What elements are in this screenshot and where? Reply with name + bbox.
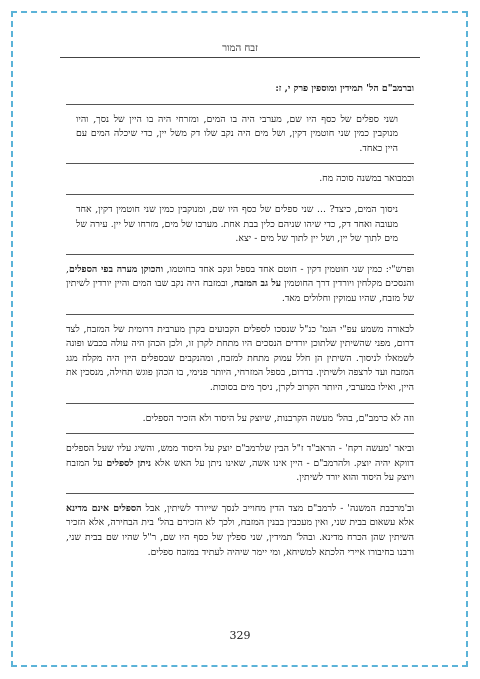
running-header: זבח המור [222, 43, 258, 54]
bold-phrase: הספלים אינם מדינא [66, 502, 142, 514]
divider [66, 163, 414, 164]
divider [66, 314, 414, 315]
main-text [66, 82, 414, 567]
bold-phrase: ניתן לספלים [106, 457, 152, 469]
paragraph-mirkeves-hamishna: וב'מרכבת המשנה' - לרמב"ם מצד הדין מחוייב לנסך שייורד לשיתין, אבל הספלים אינם מדינא אלא עשאום בבית שני, ואין מעכבין בבנין המזבח, ולכך לא הזכירם בהל' בית הבחירה, אלא הזכיר השיתין שהן הכרח מדינא. ובהל' תמידין, שני ספלין של כסף היו שם, ר"ל שהיו שם בבית שני, ורבנו בחיבורו איירי הלכתא למשיחא, ומי יימר שיהיה לעתיד במזבח ספלים. [66, 502, 414, 558]
divider [66, 104, 414, 105]
divider [66, 433, 414, 434]
page-number: 329 [229, 629, 251, 642]
bold-phrase: והכוקן מערה בפי הספלים [68, 263, 164, 275]
citation-heading: וברמב"ם הל' תמידין ומוספין פרק י, ז: [275, 83, 414, 94]
quote-mishna: ניסוך המים, כיצד? ... שני ספלים של כסף היו שם, ומנוקבין כמין שני חוטמין דקין, אחד מעובה ואחד דק, כדי שיהו שניהם כלין בבת אחת. מערבו של מים, מזרחו של יין. עירה של מים לתוך של יין, ושל יין לתוך של מים - יצא. [76, 203, 398, 245]
quote-rambam: ושני ספלים של כסף היו שם, מערבי היה בו המים, ומזרחי היה בו היין של נסך, והיו מנוקבין כמין שני חוטמין דקין, ושל מים היה נקב שלו דק משל יין, כדי שיכלה המים עם היין כאחד. [76, 113, 398, 154]
paragraph-mishna-ref: וכמבואר במשנה סוכה מח. [319, 173, 414, 185]
header-divider [60, 57, 420, 58]
divider [66, 403, 414, 404]
paragraph-rambam-contrast: וזה לא כרמב"ם, בהל' מעשה הקרבנות, שיוצק על היסוד ולא הזכיר הספלים. [142, 412, 414, 424]
divider [66, 493, 414, 494]
paragraph-analysis: לכאורה משמע עפ"י הגמ' כנ"ל שנסכו לספלים הקבועים בקרן מערבית דרומית של המזבח, לצד דרום, מפני שהשיתין שלתוכן יורדים הנסכים היו מתחת לקרן זו, ולכן הכהן היה עולה בכבש ופונה לשמאלו לניסוך. השיתין הן חלל עמוק מתחת למזבח, ומהנקבים שבספלים היין היה מקלח מגג המזבח ועד לרצפה ולשיתין. בדרום, בספל המזרחי, היותר פנימי, בו הכהן פוגש תחילה, מנסכין את היין, ואילו במערבי, היותר הקרוב לקרן, ניסך מים בסוכות. [66, 323, 414, 393]
paragraph-rashi: ופרש"י: כמין שני חוטמין דקין - חוטם אחד בספל ונקב אחד בחוטמו, והכוקן מערה בפי הספלים, והנסכים מקלחין ויורדין דרך החוטמין על גב המזבח, ובמזבח היה נקב שבו המים והיין יורדין לשיתין של מזבח, שהיו עמוקין וחלולים מאד. [66, 263, 414, 304]
bold-phrase: על גב המזבח [233, 278, 282, 290]
paragraph-maaseh-rokeach: וביאר 'מעשה רקח' - הראב"ד ז"ל הבין שלרמב"ם יוצק על היסוד ממש, והשיג עליו שעל הספלים דווקא יהיה יוצק. ולהרמב"ם - היין אינו אשה, שאינו ניתן על האש אלא ניתן לספלים על המזבח ויוצק על היסוד והוא יורד לשיתין. [66, 443, 414, 484]
divider [66, 194, 414, 195]
divider [66, 254, 414, 255]
